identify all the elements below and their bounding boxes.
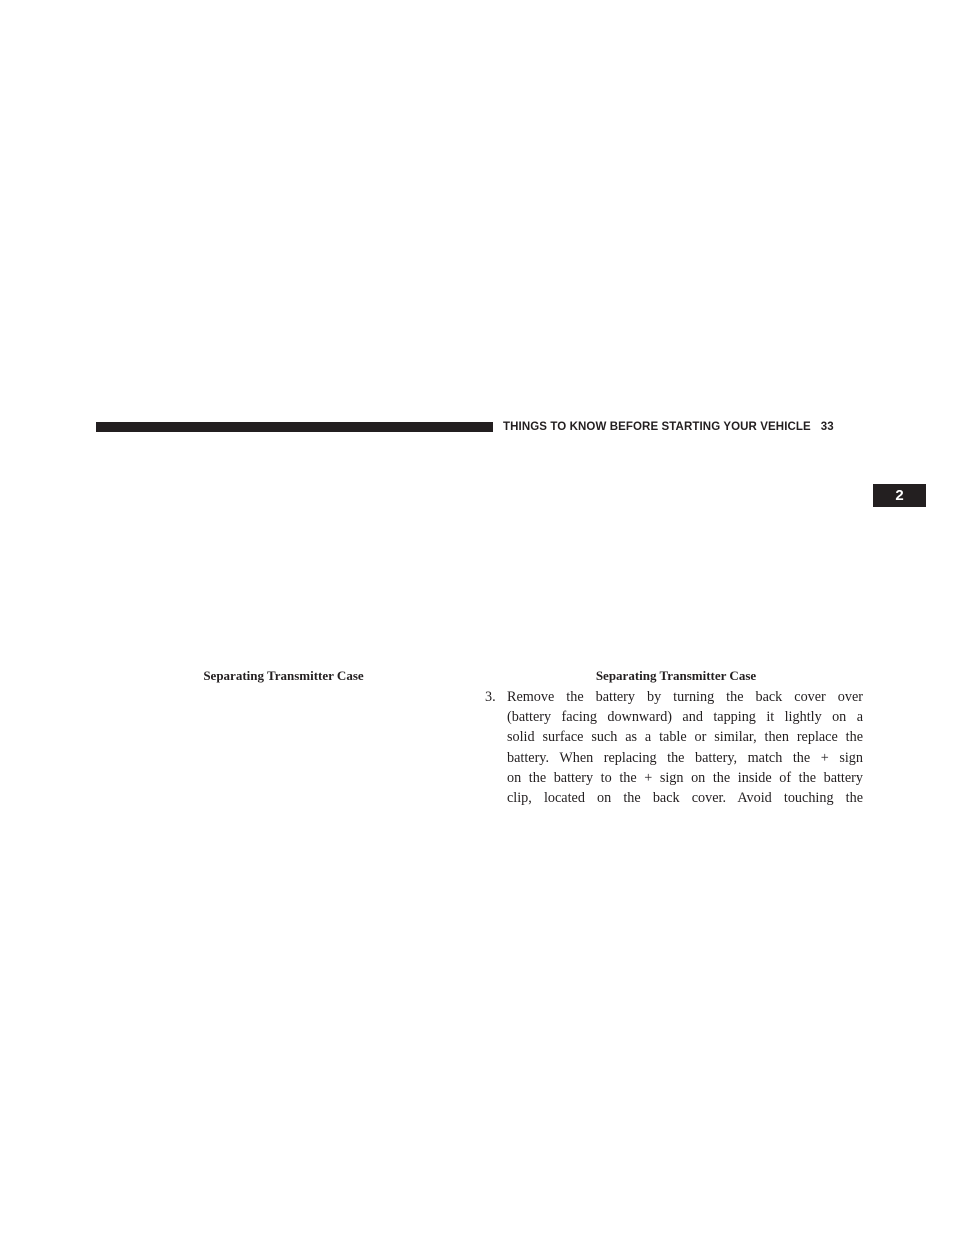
section-title: THINGS TO KNOW BEFORE STARTING YOUR VEHICLE <box>503 421 811 433</box>
step-line: clip, located on the back cover. Avoid touching the <box>507 790 863 807</box>
chapter-number: 2 <box>895 487 904 504</box>
step-text <box>507 687 863 808</box>
figure-caption-right: Separating Transmitter Case <box>595 668 757 683</box>
step-number: 3. <box>485 689 496 705</box>
step-line: Remove the battery by turning the back cover over <box>507 689 863 705</box>
running-header <box>503 419 863 435</box>
instruction-step-3 <box>485 687 863 808</box>
step-line: (battery facing downward) and tapping it lightly on a <box>507 709 863 726</box>
figure-caption-left: Separating Transmitter Case <box>203 668 364 683</box>
chapter-tab <box>873 484 926 507</box>
step-line: solid surface such as a table or similar, then replace the <box>507 729 863 746</box>
step-line: battery. When replacing the battery, match the + sign <box>507 749 863 766</box>
step-line: on the battery to the + sign on the inside of the battery <box>507 769 863 786</box>
header-rule <box>96 422 493 432</box>
page-number: 33 <box>820 421 834 433</box>
